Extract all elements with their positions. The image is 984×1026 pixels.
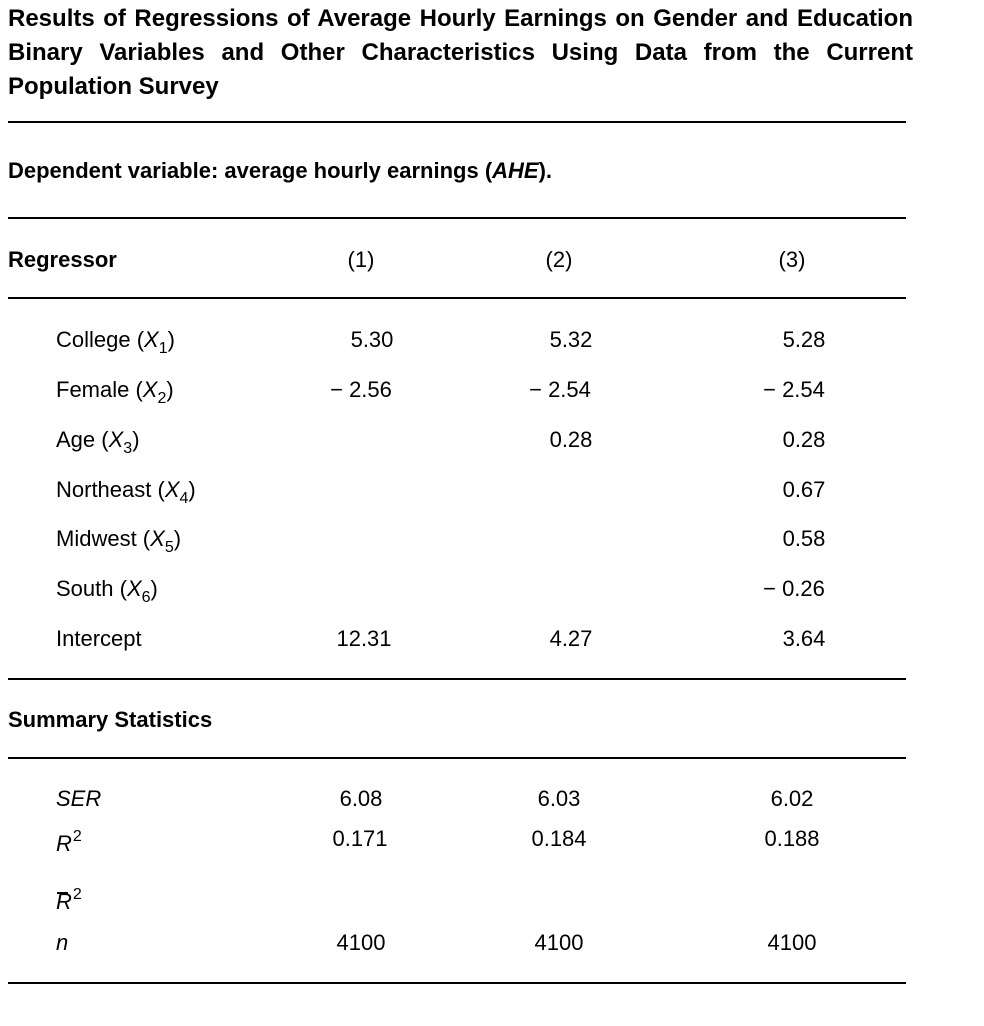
cell-south-3: − 0.26 [763,576,825,601]
row-label-age: Age $(X_3)$ [56,427,140,457]
cell-college-2: 5.32 [549,327,593,352]
cell-n-1: 4100 [336,930,386,955]
dependent-variable-note [8,157,552,185]
rule-below-header [8,297,906,299]
row-label-college: College $(X_1)$ [56,327,175,357]
cell-college-3: 5.28 [782,327,826,352]
rule-top [8,121,906,123]
cell-intercept-1: 12.31 [336,626,392,651]
rule-below-dependent [8,217,906,219]
dependent-abbr: AHE [492,158,539,183]
cell-age-2: 0.28 [549,427,593,452]
cell-female-2: − 2.54 [529,377,591,402]
header-col-2: (2) [545,247,573,272]
row-label-south: South $(X_6)$ [56,576,158,606]
cell-midwest-3: 0.58 [782,526,826,551]
cell-female-1: − 2.56 [330,377,392,402]
cell-ser-1: 6.08 [339,786,383,811]
stat-label-ser: SER [56,786,102,811]
cell-intercept-3: 3.64 [782,626,826,651]
row-label-northeast: Northeast $(X_4)$ [56,477,196,507]
summary-statistics-heading: Summary Statistics [8,707,213,732]
row-label-midwest: Midwest $(X_5)$ [56,526,182,556]
cell-r-squared-1: 0.171 [332,826,388,851]
cell-age-3: 0.28 [782,427,826,452]
cell-ser-3: 6.02 [770,786,814,811]
cell-intercept-2: 4.27 [549,626,593,651]
cell-ser-2: 6.03 [537,786,581,811]
stat-label-r-squared: $R^2$ [56,828,82,856]
cell-female-3: − 2.54 [763,377,825,402]
cell-r-squared-2: 0.184 [531,826,587,851]
rule-below-regressors [8,678,906,680]
row-label-intercept: Intercept [56,626,142,651]
cell-n-3: 4100 [767,930,817,955]
stat-label-n: n [56,930,69,955]
cell-r-squared-3: 0.188 [764,826,820,851]
stat-label-adjusted-r-squared: $R^2$ [56,886,82,914]
cell-college-1: 5.30 [350,327,394,352]
row-label-female: Female $(X_2)$ [56,377,174,407]
rule-below-summary-heading [8,757,906,759]
rule-bottom [8,982,906,984]
header-regressor: Regressor [8,247,117,272]
table-title: Results of Regressions of Average Hourly Earnings on Gender and Education Binary Variables and Other Characteristics Using Data from the Current Population Survey [8,5,913,100]
cell-northeast-3: 0.67 [782,477,826,502]
header-col-3: (3) [778,247,806,272]
dependent-prefix: Dependent variable: average hourly earnings ( [8,158,493,183]
header-col-1: (1) [347,247,375,272]
cell-n-2: 4100 [534,930,584,955]
dependent-suffix: ). [538,158,553,183]
